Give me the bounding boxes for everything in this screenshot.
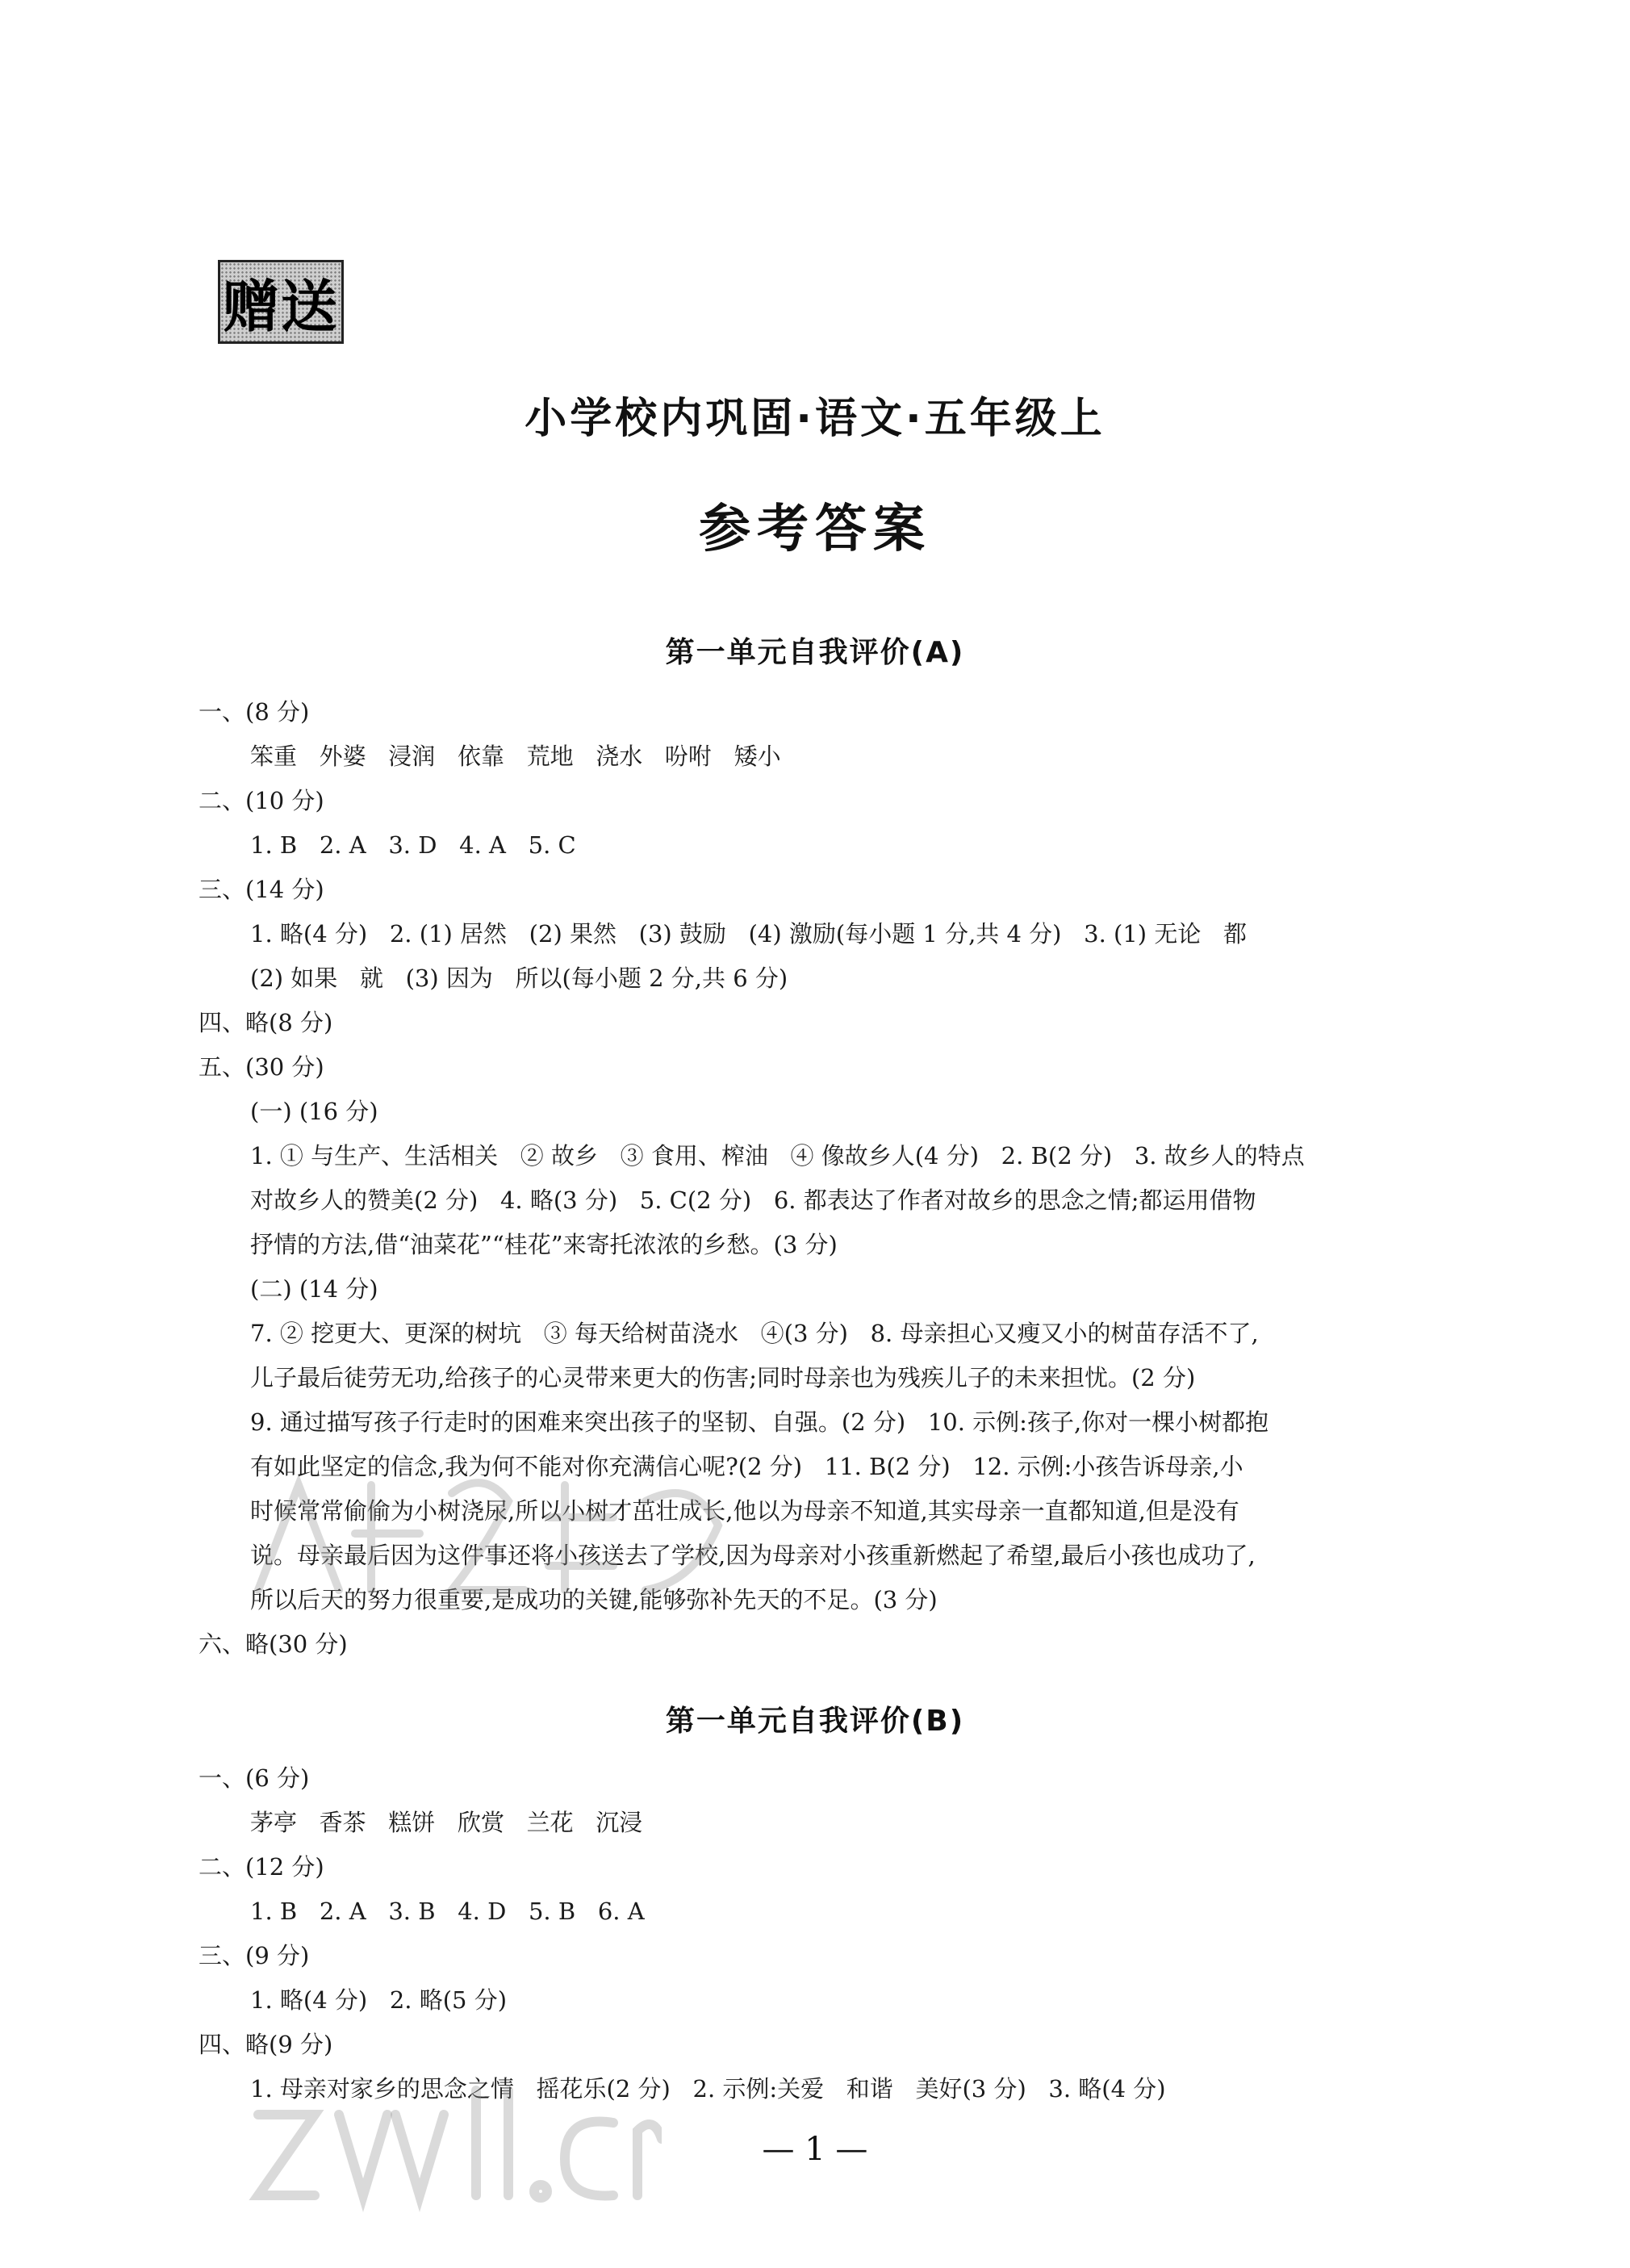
answer-line: 1. ① 与生产、生活相关 ② 故乡 ③ 食用、榨油 ④ 像故乡人(4 分) 2. B(2 分) 3. 故乡人的特点 [250, 1142, 1305, 1170]
gift-badge-label: 赠送 [223, 273, 339, 340]
answer-line: 对故乡人的赞美(2 分) 4. 略(3 分) 5. C(2 分) 6. 都表达了作者对故乡的思念之情;都运用借物 [250, 1186, 1256, 1214]
answer-line: 所以后天的努力很重要,是成功的关键,能够弥补先天的不足。(3 分) [250, 1586, 938, 1613]
answer-line: 笨重 外婆 浸润 依靠 荒地 浇水 吩咐 矮小 [250, 743, 781, 770]
answer-line: 二、(12 分) [199, 1853, 324, 1881]
answer-line: 1. 母亲对家乡的思念之情 摇花乐(2 分) 2. 示例:关爱 和谐 美好(3 分) 3. 略(4 分) [250, 2075, 1166, 2103]
answer-line: 儿子最后徒劳无功,给孩子的心灵带来更大的伤害;同时母亲也为残疾儿子的未来担忧。(2 分) [250, 1364, 1196, 1391]
gift-badge [218, 260, 344, 344]
answer-line: 有如此坚定的信念,我为何不能对你充满信心呢?(2 分) 11. B(2 分) 12. 示例:小孩告诉母亲,小 [250, 1453, 1243, 1480]
answer-line: (2) 如果 就 (3) 因为 所以(每小题 2 分,共 6 分) [250, 965, 788, 992]
answer-line: 一、(6 分) [199, 1764, 310, 1792]
answer-line: 9. 通过描写孩子行走时的困难来突出孩子的坚韧、自强。(2 分) 10. 示例:孩子,你对一棵小树都抱 [250, 1408, 1269, 1436]
answer-line: 五、(30 分) [199, 1053, 324, 1081]
answer-line: 四、略(9 分) [199, 2031, 333, 2058]
page-number: — 1 — [762, 2131, 868, 2168]
answer-line: 说。母亲最后因为这件事还将小孩送去了学校,因为母亲对小孩重新燃起了希望,最后小孩也成功了, [250, 1542, 1256, 1569]
answer-line: 四、略(8 分) [199, 1009, 333, 1036]
answer-line: (二) (14 分) [250, 1275, 378, 1303]
answer-line: (一) (16 分) [250, 1098, 378, 1125]
answer-line: 六、略(30 分) [199, 1630, 348, 1658]
answer-line: 二、(10 分) [199, 787, 324, 814]
answer-line: 1. B 2. A 3. D 4. A 5. C [250, 831, 576, 859]
book-title: 小学校内巩固·语文·五年级上 [525, 395, 1105, 443]
answer-key-title: 参考答案 [699, 500, 931, 559]
answer-line: 时候常常偷偷为小树浇尿,所以小树才茁壮成长,他以为母亲不知道,其实母亲一直都知道,但是没有 [250, 1497, 1239, 1525]
section-heading-b: 第一单元自我评价(B) [665, 1705, 965, 1738]
section-heading-a: 第一单元自我评价(A) [665, 636, 965, 669]
answer-line: 1. 略(4 分) 2. (1) 居然 (2) 果然 (3) 鼓励 (4) 激励(每小题 1 分,共 4 分) 3. (1) 无论 都 [250, 920, 1247, 948]
answer-line: 三、(9 分) [199, 1942, 310, 1969]
answer-line: 茅亭 香茶 糕饼 欣赏 兰花 沉浸 [250, 1809, 643, 1836]
answer-line: 抒情的方法,借“油菜花”“桂花”来寄托浓浓的乡愁。(3 分) [250, 1231, 838, 1258]
answer-line: 1. 略(4 分) 2. 略(5 分) [250, 1986, 508, 2014]
answer-line: 7. ② 挖更大、更深的树坑 ③ 每天给树苗浇水 ④(3 分) 8. 母亲担心又瘦又小的树苗存活不了, [250, 1320, 1259, 1347]
answer-line: 一、(8 分) [199, 698, 310, 726]
answer-line: 1. B 2. A 3. B 4. D 5. B 6. A [250, 1898, 645, 1925]
answer-line: 三、(14 分) [199, 876, 324, 903]
